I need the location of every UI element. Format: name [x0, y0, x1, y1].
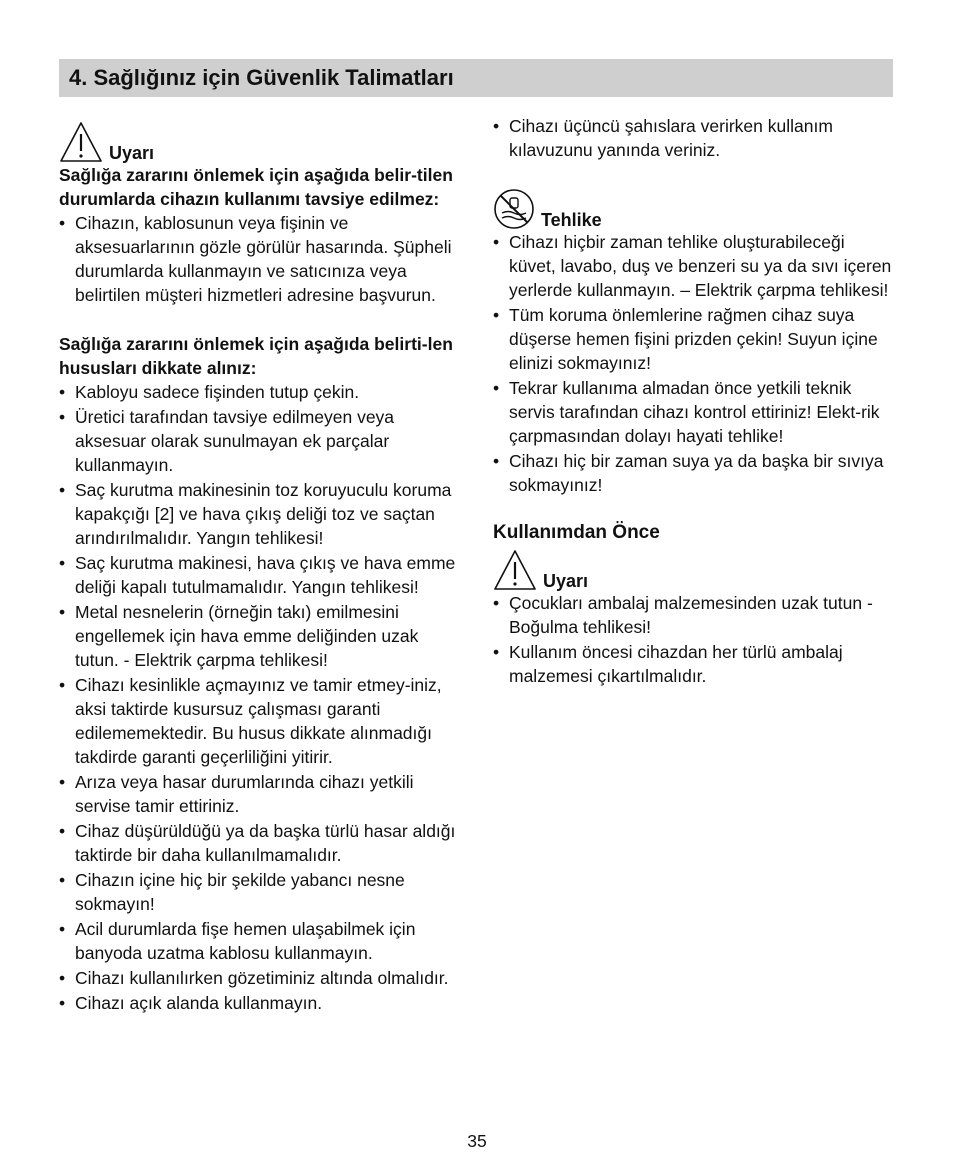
list-item: • Cihazı hiç bir zaman suya ya da başka bir sıvıya sokmayınız! — [493, 449, 893, 497]
intro-text-1: Sağlığa zararını önlemek için aşağıda belir-tilen durumlarda cihazın kullanımı tavsiye edilmez: — [59, 165, 453, 209]
list-item: • Tekrar kullanıma almadan önce yetkili teknik servis tarafından cihazı kontrol ettiriniz! Elekt-rik çarpmasından dolayı hayati tehlike! — [493, 376, 893, 448]
list-item: • Acil durumlarda fişe hemen ulaşabilmek için banyoda uzatma kablosu kullanmayın. — [59, 917, 463, 965]
list-item: • Saç kurutma makinesinin toz koruyuculu koruma kapakçığı [2] ve hava çıkış deliği toz ve saçtan arındırılmalıdır. Yangın tehlikesi! — [59, 478, 463, 550]
danger-list — [493, 230, 893, 497]
warning-heading — [59, 117, 463, 163]
list-item: • Cihazı üçüncü şahıslara verirken kullanım kılavuzunu yanında veriniz. — [493, 114, 893, 162]
warning-label: Uyarı — [109, 143, 155, 163]
list-item: • Cihaz düşürüldüğü ya da başka türlü hasar aldığı taktirde bir daha kullanılmamalıdır. — [59, 819, 463, 867]
list-item: • Çocukları ambalaj malzemesinden uzak tutun - Boğulma tehlikesi! — [493, 591, 893, 639]
list-item: • Kabloyu sadece fişinden tutup çekin. — [59, 380, 463, 404]
warning-triangle-icon — [493, 549, 537, 591]
list-item: • Saç kurutma makinesi, hava çıkış ve hava emme deliği kapalı tutulmamalıdır. Yangın tehlikesi! — [59, 551, 463, 599]
warning-list-2 — [59, 380, 463, 1015]
list-item: • Cihazı açık alanda kullanmayın. — [59, 991, 463, 1015]
left-column — [59, 117, 463, 1015]
handover-list — [493, 114, 893, 162]
intro-text-2: Sağlığa zararını önlemek için aşağıda belirti-len hususları dikkate alınız: — [59, 334, 453, 378]
list-item: • Cihazı kullanılırken gözetiminiz altında olmalıdır. — [59, 966, 463, 990]
danger-label: Tehlike — [541, 210, 602, 230]
list-item: • Cihazı kesinlikle açmayınız ve tamir etmey-iniz, aksi taktirde kusursuz çalışması garanti edilememektedir. Bu husus dikkate alınmadığı takdirde garanti geçerliliğini yitirir. — [59, 673, 463, 769]
warning-list-1 — [59, 211, 463, 307]
list-item: • Cihazın içine hiç bir şekilde yabancı nesne sokmayın! — [59, 868, 463, 916]
list-item: • Cihazı hiçbir zaman tehlike oluşturabileceği küvet, lavabo, duş ve benzeri su ya da sıvı içeren yerlerde kullanmayın. – Elektrik çarpma tehlikesi! — [493, 230, 893, 302]
no-water-danger-icon — [493, 188, 535, 230]
page-number: 35 — [467, 1131, 487, 1151]
list-item: • Cihazın, kablosunun veya fişinin ve aksesuarlarının gözle görülür hasarında. Şüpheli durumlarda kullanmayın ve satıcınıza veya belirtilen müşteri hizmetleri adresine başvurun. — [59, 211, 463, 307]
list-item: • Kullanım öncesi cihazdan her türlü ambalaj malzemesi çıkartılmalıdır. — [493, 640, 893, 688]
before-use-heading: Kullanımdan Önce — [493, 522, 660, 543]
before-use-warning-list — [493, 591, 893, 688]
section-title: 4. Sağlığınız için Güvenlik Talimatları — [59, 59, 893, 97]
list-item: • Tüm koruma önlemlerine rağmen cihaz suya düşerse hemen fişini prizden çekin! Suyun içine elinizi sokmayınız! — [493, 303, 893, 375]
right-column — [493, 114, 893, 688]
warning-triangle-icon — [59, 121, 103, 163]
danger-heading — [493, 184, 893, 230]
list-item: • Üretici tarafından tavsiye edilmeyen veya aksesuar olarak sunulmayan ek parçalar kullanmayın. — [59, 405, 463, 477]
list-item: • Metal nesnelerin (örneğin takı) emilmesini engellemek için hava emme deliğinden uzak tutun. - Elektrik çarpma tehlikesi! — [59, 600, 463, 672]
warning-label: Uyarı — [543, 571, 589, 591]
list-item: • Arıza veya hasar durumlarında cihazı yetkili servise tamir ettiriniz. — [59, 770, 463, 818]
warning-heading-2 — [493, 545, 893, 591]
